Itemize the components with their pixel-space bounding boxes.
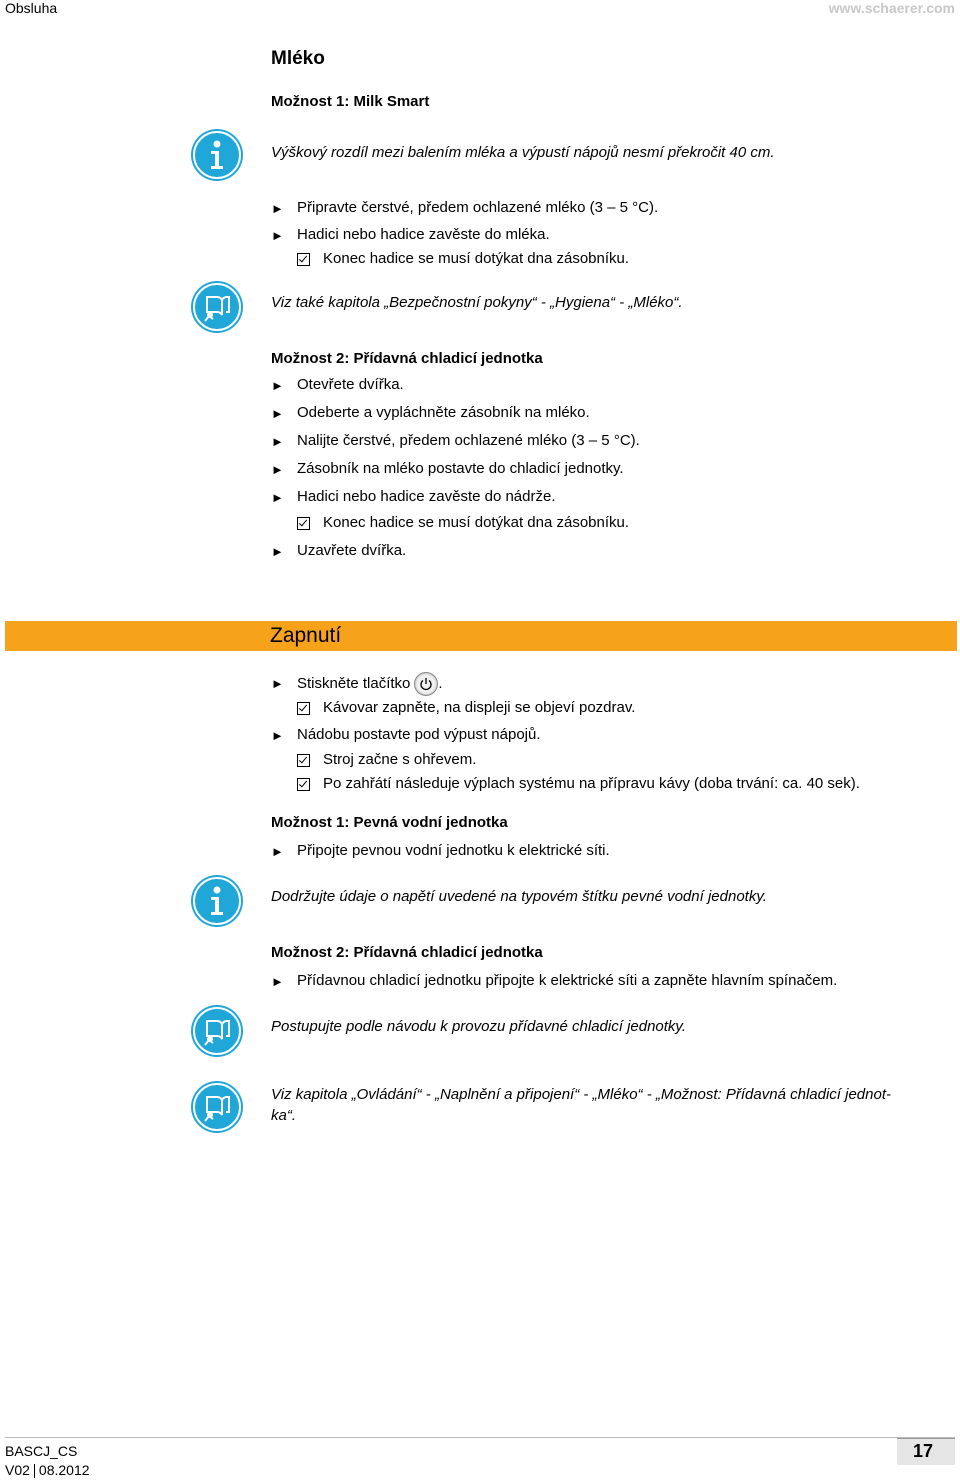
poweron-step2: Nádobu postavte pod výpust nápojů.: [297, 726, 541, 743]
step-bullet: ►: [271, 676, 284, 691]
header-section: Obsluha: [5, 0, 58, 16]
footer-date: 08.2012: [38, 1462, 90, 1478]
poweron-step1: [297, 672, 443, 696]
step-bullet: ►: [271, 406, 284, 421]
info-icon: [191, 875, 243, 927]
milk-option1-reference: Viz také kapitola „Bezpečnostní pokyny“ - „Hygiena“ - „Mléko“.: [271, 294, 683, 311]
milk-option2-step: Otevřete dvířka.: [297, 376, 404, 393]
milk-option1-note: Výškový rozdíl mezi balením mléka a výpustí nápojů nesmí překročit 40 cm.: [271, 144, 775, 161]
footer-version: V02: [5, 1462, 30, 1478]
footer-doc-info: [5, 1442, 90, 1480]
poweron-option2-step: Přídavnou chladicí jednotku připojte k elektrické síti a zapněte hlavním spínačem.: [297, 972, 838, 989]
step-bullet: ►: [271, 974, 284, 989]
milk-option1-step: Připravte čerstvé, předem ochlazené mléko (3 – 5 °C).: [297, 199, 659, 216]
result-checkbox-icon: [297, 778, 310, 791]
poweron-option1-title: Možnost 1: Pevná vodní jednotka: [271, 814, 508, 831]
milk-option1-title: Možnost 1: Milk Smart: [271, 93, 430, 110]
header-website[interactable]: www.schaerer.com: [828, 0, 955, 16]
power-icon: [414, 672, 438, 696]
poweron-step1-end: .: [438, 674, 443, 692]
manual-reference-icon: [191, 1081, 243, 1133]
milk-option2-title: Možnost 2: Přídavná chladicí jednotka: [271, 350, 543, 367]
manual-reference-icon: [191, 281, 243, 333]
info-icon: [191, 129, 243, 181]
milk-option2-result: Konec hadice se musí dotýkat dna zásobníku.: [323, 514, 630, 531]
section-bar: [5, 621, 957, 651]
page-number: 17: [912, 1441, 933, 1461]
step-bullet: ►: [271, 844, 284, 859]
step-bullet: ►: [271, 490, 284, 505]
milk-option2-last-step: Uzavřete dvířka.: [297, 542, 407, 559]
step-bullet: ►: [271, 201, 284, 216]
milk-title: Mléko: [271, 48, 325, 69]
poweron-reference-line2: ka“.: [271, 1107, 297, 1124]
milk-option1-step: Hadici nebo hadice zavěste do mléka.: [297, 226, 550, 243]
footer-version-line: [5, 1461, 90, 1480]
result-checkbox-icon: [297, 253, 310, 266]
footer-rule: [5, 1437, 955, 1438]
result-checkbox-icon: [297, 702, 310, 715]
manual-reference-icon: [191, 1005, 243, 1057]
step-bullet: ►: [271, 378, 284, 393]
poweron-option1-step: Připojte pevnou vodní jednotku k elektrické síti.: [297, 842, 610, 859]
milk-option1-result: Konec hadice se musí dotýkat dna zásobníku.: [323, 250, 630, 267]
result-checkbox-icon: [297, 517, 310, 530]
poweron-result1: Kávovar zapněte, na displeji se objeví pozdrav.: [323, 699, 636, 716]
poweron-option1-note: Dodržujte údaje o napětí uvedené na typovém štítku pevné vodní jednotky.: [271, 888, 767, 905]
result-checkbox-icon: [297, 754, 310, 767]
step-bullet: ►: [271, 228, 284, 243]
footer-separator: [34, 1464, 35, 1478]
milk-option2-step: Zásobník na mléko postavte do chladicí jednotky.: [297, 460, 624, 477]
section-title-poweron: Zapnutí: [270, 624, 342, 647]
step-bullet: ►: [271, 728, 284, 743]
step-bullet: ►: [271, 434, 284, 449]
poweron-reference-line1: Viz kapitola „Ovládání“ - „Naplnění a připojení“ - „Mléko“ - „Možnost: Přídavná chladicí jednot-: [271, 1086, 891, 1103]
milk-option2-step: Hadici nebo hadice zavěste do nádrže.: [297, 488, 556, 505]
poweron-step1-text: Stiskněte tlačítko: [297, 674, 411, 692]
poweron-result2: Stroj začne s ohřevem.: [323, 751, 477, 768]
footer-doc-id: BASCJ_CS: [5, 1443, 78, 1459]
poweron-option2-title: Možnost 2: Přídavná chladicí jednotka: [271, 944, 543, 961]
poweron-option2-note: Postupujte podle návodu k provozu přídavné chladicí jednotky.: [271, 1018, 686, 1035]
page-number-box: [897, 1438, 955, 1465]
milk-option2-step: Odeberte a vypláchněte zásobník na mléko.: [297, 404, 590, 421]
step-bullet: ►: [271, 462, 284, 477]
poweron-result3: Po zahřátí následuje výplach systému na přípravu kávy (doba trvání: ca. 40 sek).: [323, 775, 860, 792]
step-bullet: ►: [271, 544, 284, 559]
milk-option2-step: Nalijte čerstvé, předem ochlazené mléko (3 – 5 °C).: [297, 432, 640, 449]
